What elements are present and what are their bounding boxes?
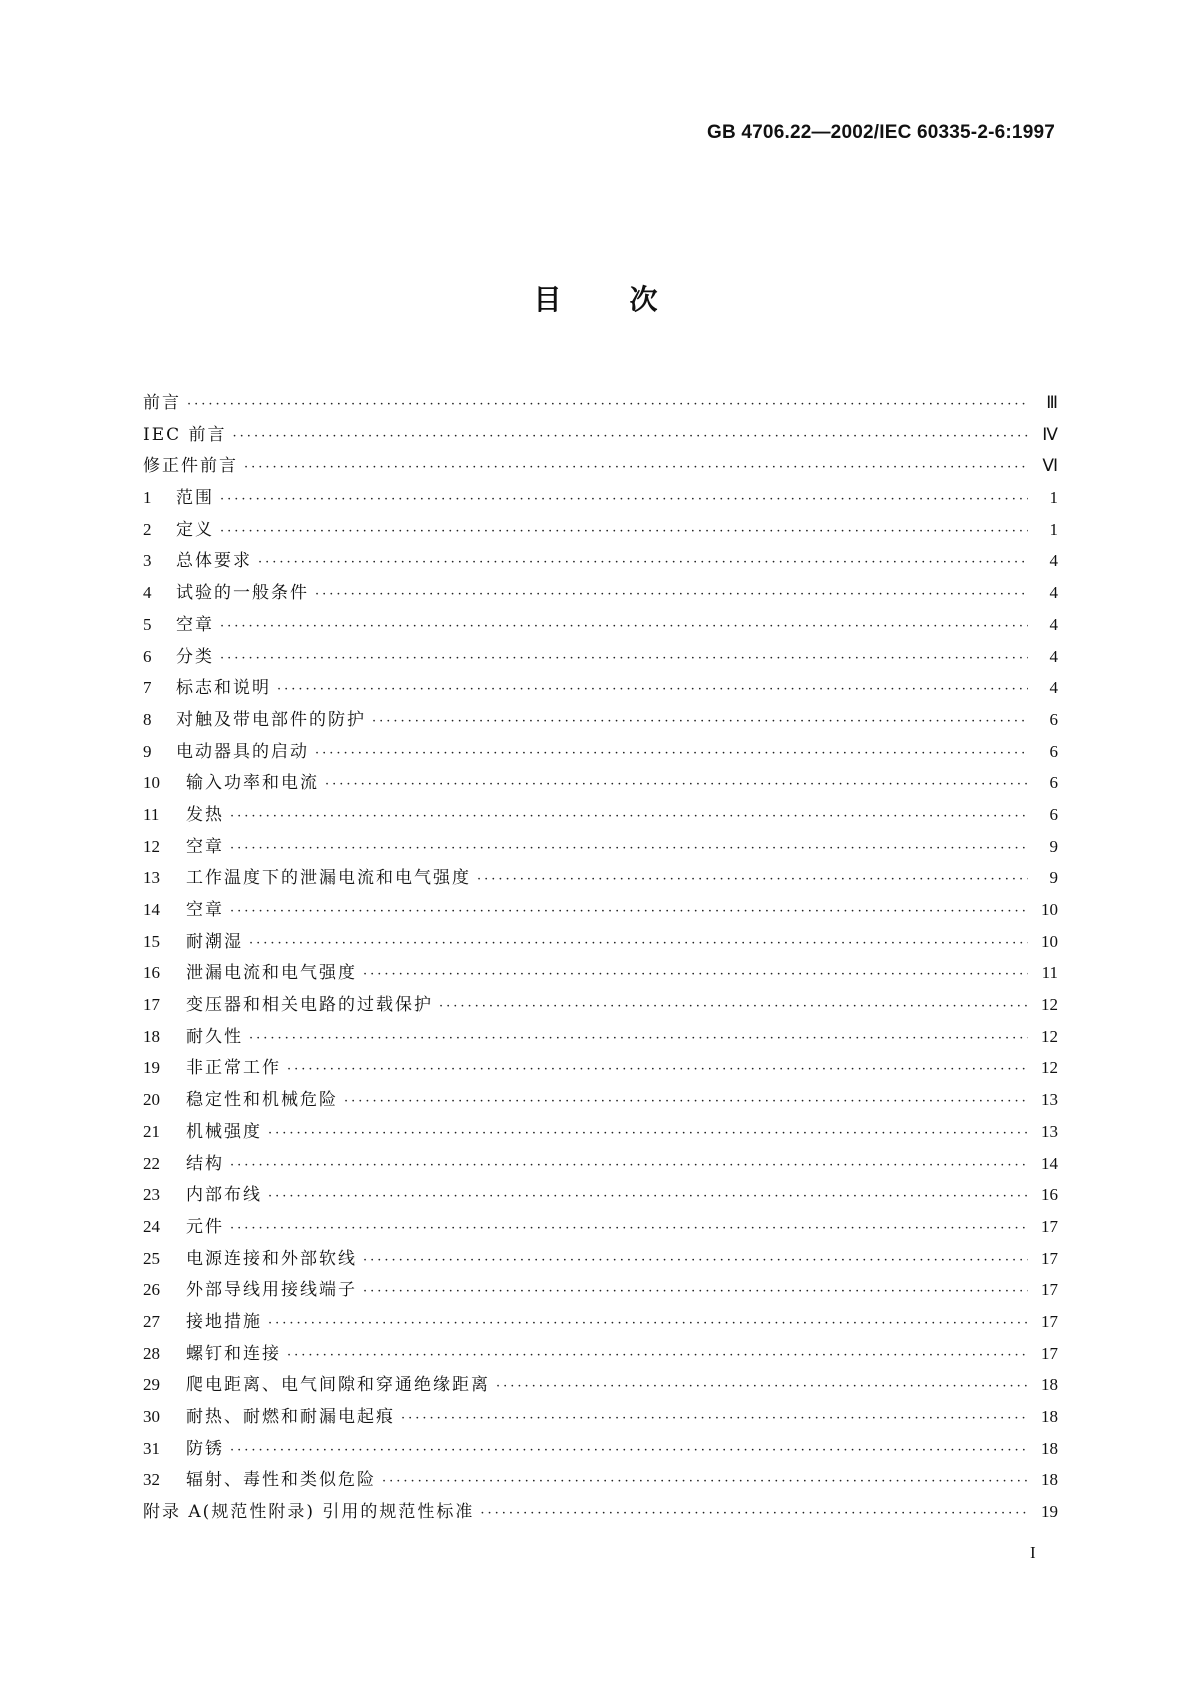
toc-entry-title: 范围	[176, 488, 214, 509]
dot-leader	[187, 397, 1028, 412]
dot-leader	[268, 1126, 1028, 1141]
dot-leader	[344, 1094, 1028, 1109]
toc-entry-number: 17	[143, 995, 160, 1015]
toc-entry-title: 标志和说明	[176, 678, 271, 699]
toc-entry-number: 25	[143, 1248, 160, 1268]
dot-leader	[287, 1348, 1028, 1363]
toc-entry-title: 分类	[176, 646, 214, 667]
toc-entry[interactable]	[143, 737, 1058, 769]
toc-entry-page: 12	[1041, 1026, 1058, 1046]
toc-entry-title: 耐热、耐燃和耐漏电起痕	[186, 1407, 395, 1427]
dot-leader	[363, 1253, 1028, 1268]
dot-leader	[230, 809, 1028, 824]
toc-entry-title: 试验的一般条件	[176, 583, 309, 604]
toc-entry-title: 电源连接和外部软线	[186, 1248, 357, 1269]
toc-entry-title: 修正件前言	[143, 456, 238, 477]
toc-entry-title: 泄漏电流和电气强度	[186, 963, 357, 984]
toc-entry-number: 16	[143, 963, 160, 983]
toc-entry[interactable]	[143, 1370, 1058, 1402]
dot-leader	[230, 1158, 1028, 1173]
toc-entry[interactable]	[143, 927, 1058, 959]
toc-entry-title: 非正常工作	[186, 1058, 281, 1079]
toc-entry-page: 4	[1049, 678, 1058, 698]
toc-entry-page: 6	[1049, 741, 1058, 761]
dot-leader	[401, 1411, 1028, 1426]
toc-entry-page: 12	[1041, 1058, 1058, 1078]
dot-leader	[382, 1474, 1028, 1489]
dot-leader	[480, 1506, 1028, 1521]
dot-leader	[220, 524, 1028, 539]
toc-entry-page: 17	[1041, 1280, 1058, 1300]
page-title	[0, 278, 1191, 318]
toc-entry-title: 结构	[186, 1153, 224, 1174]
toc-entry-number: 5	[143, 614, 152, 634]
dot-leader	[220, 651, 1028, 666]
page-number: I	[1030, 1543, 1036, 1562]
toc-entry-page: 6	[1049, 804, 1058, 824]
dot-leader	[477, 872, 1028, 887]
toc-entry-page: 16	[1041, 1185, 1058, 1205]
toc-entry[interactable]	[143, 863, 1058, 895]
toc-entry[interactable]	[143, 1307, 1058, 1339]
toc-entry-number: 22	[143, 1153, 160, 1173]
dot-leader	[230, 1443, 1028, 1458]
toc-entry-page: 6	[1049, 773, 1058, 793]
toc-entry[interactable]	[143, 800, 1058, 832]
toc-entry-number: 6	[143, 646, 152, 666]
toc-entry-number: 11	[143, 804, 160, 824]
dot-leader	[277, 682, 1028, 697]
dot-leader	[268, 1316, 1028, 1331]
toc-entry-page: 19	[1041, 1502, 1058, 1522]
toc-entry-number: 10	[143, 773, 160, 793]
toc-entry-page: 4	[1049, 551, 1058, 571]
toc-entry[interactable]	[143, 1085, 1058, 1117]
toc-entry-page: 9	[1049, 836, 1058, 856]
dot-leader	[325, 777, 1028, 792]
toc-entry-title: 对触及带电部件的防护	[176, 709, 366, 730]
toc-entry-page: 1	[1049, 519, 1058, 539]
toc-entry-page: Ⅲ	[1046, 393, 1058, 412]
toc-entry-title: 输入功率和电流	[186, 773, 319, 794]
table-of-contents	[143, 388, 1058, 1529]
toc-entry-page: 13	[1041, 1121, 1058, 1141]
dot-leader	[230, 904, 1028, 919]
toc-entry-page: 18	[1041, 1470, 1058, 1490]
toc-entry-title: 机械强度	[186, 1121, 262, 1142]
toc-entry-title: 空章	[186, 836, 224, 857]
dot-leader	[363, 967, 1028, 982]
toc-entry-number: 24	[143, 1216, 160, 1236]
toc-entry-page: 4	[1049, 614, 1058, 634]
toc-entry[interactable]	[143, 1465, 1058, 1497]
toc-entry-page: 18	[1041, 1438, 1058, 1458]
toc-entry-page: 12	[1041, 995, 1058, 1015]
toc-entry-title: 内部布线	[186, 1185, 262, 1206]
toc-entry[interactable]	[143, 990, 1058, 1022]
toc-entry-title: 发热	[186, 804, 224, 825]
toc-entry-number: 12	[143, 836, 160, 856]
toc-entry[interactable]	[143, 1275, 1058, 1307]
toc-entry-page: 18	[1041, 1375, 1058, 1395]
toc-entry[interactable]	[143, 1434, 1058, 1466]
toc-entry-page: 17	[1041, 1216, 1058, 1236]
toc-entry-number: 9	[143, 741, 152, 761]
toc-entry-title: 变压器和相关电路的过载保护	[186, 995, 433, 1016]
toc-entry-number: 2	[143, 519, 152, 539]
toc-entry-number: 28	[143, 1343, 160, 1363]
toc-entry[interactable]	[143, 546, 1058, 578]
toc-entry-page: 10	[1041, 931, 1058, 951]
dot-leader	[315, 746, 1028, 761]
toc-entry-page: 14	[1041, 1153, 1058, 1173]
toc-entry[interactable]	[143, 1149, 1058, 1181]
toc-entry[interactable]	[143, 1180, 1058, 1212]
toc-entry[interactable]	[143, 420, 1058, 452]
dot-leader	[363, 1284, 1028, 1299]
toc-entry[interactable]	[143, 642, 1058, 674]
toc-entry-number: 18	[143, 1026, 160, 1046]
toc-entry[interactable]	[143, 483, 1058, 515]
dot-leader	[220, 492, 1028, 507]
toc-entry-title: 定义	[176, 519, 214, 540]
toc-entry[interactable]	[143, 958, 1058, 990]
toc-entry-number: 20	[143, 1090, 160, 1110]
title-char-1: 目	[533, 283, 562, 316]
toc-entry[interactable]	[143, 895, 1058, 927]
toc-entry-page: 4	[1049, 646, 1058, 666]
toc-entry-title: 爬电距离、电气间隙和穿通绝缘距离	[186, 1375, 490, 1396]
toc-entry[interactable]	[143, 1022, 1058, 1054]
toc-entry-title: 螺钉和连接	[186, 1343, 281, 1364]
toc-entry[interactable]	[143, 768, 1058, 800]
toc-entry-number: 30	[143, 1407, 160, 1426]
toc-entry[interactable]	[143, 832, 1058, 864]
toc-entry-title: 元件	[186, 1216, 224, 1237]
toc-entry[interactable]	[143, 1402, 1058, 1434]
dot-leader	[244, 460, 1028, 475]
dot-leader	[496, 1379, 1028, 1394]
toc-entry-title: 防锈	[186, 1438, 224, 1459]
toc-entry-number: 3	[143, 551, 152, 571]
toc-entry-title: 附录 A(规范性附录) 引用的规范性标准	[143, 1502, 475, 1523]
toc-entry-number: 15	[143, 931, 160, 951]
toc-entry[interactable]	[143, 1339, 1058, 1371]
toc-entry-page: 10	[1041, 900, 1058, 919]
toc-entry[interactable]	[143, 515, 1058, 547]
toc-entry-number: 26	[143, 1280, 160, 1300]
toc-entry[interactable]	[143, 451, 1058, 483]
toc-entry-number: 29	[143, 1375, 160, 1395]
toc-entry[interactable]	[143, 1212, 1058, 1244]
toc-entry-number: 21	[143, 1121, 160, 1141]
dot-leader	[249, 936, 1028, 951]
dot-leader	[233, 429, 1028, 444]
toc-entry[interactable]	[143, 673, 1058, 705]
toc-entry-page: 4	[1049, 583, 1058, 603]
toc-entry-number: 1	[143, 488, 152, 508]
title-char-2: 次	[629, 283, 658, 316]
toc-entry[interactable]	[143, 1117, 1058, 1149]
toc-entry[interactable]	[143, 610, 1058, 642]
toc-entry-page: 6	[1049, 709, 1058, 729]
toc-entry-title: 空章	[176, 614, 214, 635]
toc-entry-number: 7	[143, 678, 152, 698]
dot-leader	[230, 1221, 1028, 1236]
toc-entry-title: 总体要求	[176, 551, 252, 572]
toc-entry-title: 耐久性	[186, 1026, 243, 1047]
toc-entry-number: 27	[143, 1311, 160, 1331]
toc-entry-page: Ⅳ	[1042, 424, 1058, 444]
toc-entry-title: 电动器具的启动	[176, 741, 309, 762]
dot-leader	[439, 999, 1028, 1014]
toc-entry-title: 辐射、毒性和类似危险	[186, 1470, 376, 1491]
toc-entry-page: 11	[1041, 963, 1058, 983]
toc-entry[interactable]	[143, 578, 1058, 610]
dot-leader	[315, 587, 1028, 602]
toc-entry-title: 外部导线用接线端子	[186, 1280, 357, 1301]
toc-entry-title: 接地措施	[186, 1311, 262, 1332]
toc-entry-number: 4	[143, 583, 152, 603]
toc-entry-page: 18	[1041, 1407, 1058, 1426]
toc-entry-page: 17	[1041, 1343, 1058, 1363]
toc-entry-number: 19	[143, 1058, 160, 1078]
dot-leader	[258, 555, 1028, 570]
dot-leader	[220, 619, 1028, 634]
toc-entry[interactable]	[143, 1053, 1058, 1085]
toc-entry-page: 9	[1049, 868, 1058, 888]
toc-entry-title: 前言	[143, 393, 181, 413]
dot-leader	[268, 1189, 1028, 1204]
standard-number-header: GB 4706.22—2002/IEC 60335-2-6:1997	[707, 122, 1055, 143]
toc-entry-page: 17	[1041, 1248, 1058, 1268]
toc-entry-title: 耐潮湿	[186, 931, 243, 952]
toc-entry[interactable]	[143, 1244, 1058, 1276]
toc-entry[interactable]	[143, 705, 1058, 737]
dot-leader	[230, 841, 1028, 856]
dot-leader	[372, 714, 1028, 729]
toc-entry-number: 14	[143, 900, 160, 919]
dot-leader	[249, 1031, 1028, 1046]
dot-leader	[287, 1062, 1028, 1077]
toc-entry[interactable]	[143, 1497, 1058, 1529]
toc-entry[interactable]	[143, 388, 1058, 420]
toc-entry-title: 空章	[186, 900, 224, 920]
toc-entry-number: 31	[143, 1438, 160, 1458]
toc-entry-number: 23	[143, 1185, 160, 1205]
toc-entry-page: Ⅵ	[1042, 456, 1058, 476]
toc-entry-page: 1	[1049, 488, 1058, 508]
toc-entry-number: 32	[143, 1470, 160, 1490]
toc-entry-number: 13	[143, 868, 160, 888]
toc-entry-page: 17	[1041, 1311, 1058, 1331]
toc-entry-title: 工作温度下的泄漏电流和电气强度	[186, 868, 471, 889]
toc-entry-page: 13	[1041, 1090, 1058, 1110]
toc-entry-number: 8	[143, 709, 152, 729]
toc-entry-title: 稳定性和机械危险	[186, 1090, 338, 1111]
toc-entry-title: IEC 前言	[143, 424, 227, 445]
